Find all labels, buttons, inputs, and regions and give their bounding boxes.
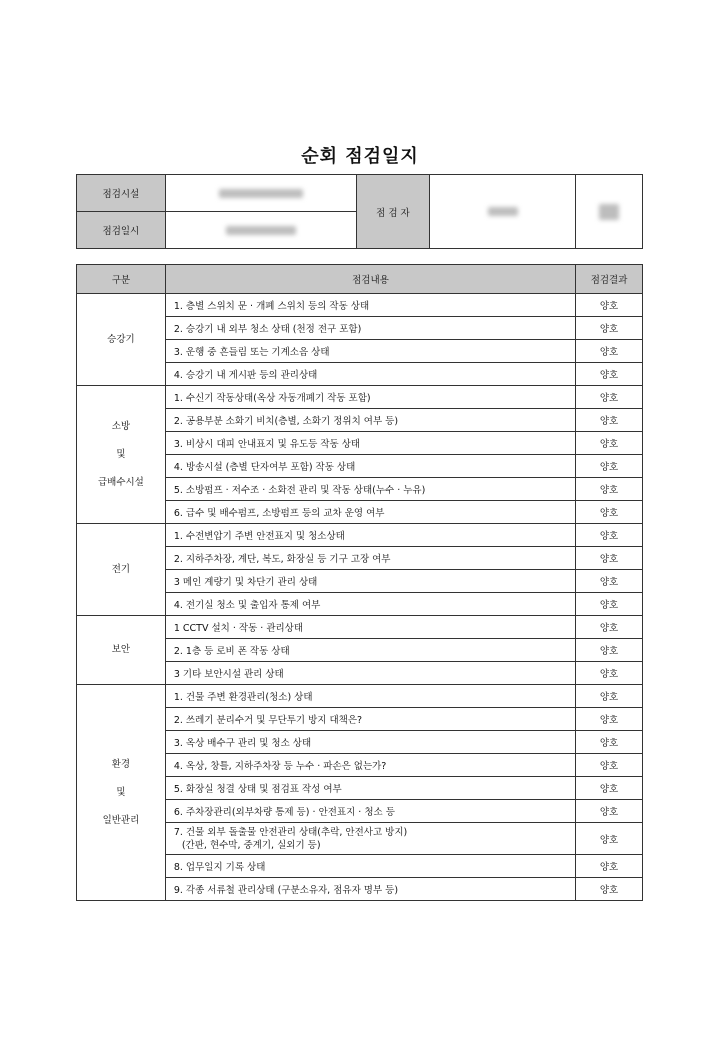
check-result: 양호	[576, 616, 643, 639]
inspector-value	[430, 175, 576, 249]
check-item	[165, 501, 575, 524]
check-item	[165, 639, 575, 662]
check-result: 양호	[576, 455, 643, 478]
content-header: 점검내용	[165, 265, 575, 294]
check-result: 양호	[576, 317, 643, 340]
check-item	[165, 547, 575, 570]
check-result: 양호	[576, 855, 643, 878]
check-item	[165, 363, 575, 386]
check-item	[165, 754, 575, 777]
category-label: 소방	[111, 420, 131, 432]
check-item-text: 6. 주차장관리(외부차량 통제 등) · 안전표지 · 청소 등	[173, 807, 395, 818]
check-result: 양호	[576, 662, 643, 685]
check-result: 양호	[576, 593, 643, 616]
check-item-text: 1. 건물 주변 환경관리(청소) 상태	[173, 692, 313, 703]
category-cell	[77, 524, 166, 616]
facility-value	[165, 175, 356, 212]
check-item	[165, 855, 575, 878]
check-result: 양호	[576, 685, 643, 708]
category-cell	[77, 294, 166, 386]
check-item	[165, 570, 575, 593]
check-result: 양호	[576, 294, 643, 317]
category-label: 급배수시설	[97, 476, 144, 488]
check-item-text: 1. 층별 스위치 문 · 개폐 스위치 등의 작동 상태	[173, 301, 370, 312]
check-item	[165, 294, 575, 317]
check-item-text: 4. 옥상, 창틀, 지하주차장 등 누수 · 파손은 없는가?	[173, 761, 387, 772]
table-row	[77, 294, 643, 317]
check-item	[165, 317, 575, 340]
check-item	[165, 455, 575, 478]
check-result: 양호	[576, 878, 643, 901]
check-item-text: 9. 각종 서류철 관리상태 (구분소유자, 점유자 명부 등)	[173, 885, 399, 896]
signature-area	[576, 175, 643, 249]
check-result: 양호	[576, 639, 643, 662]
category-label: 환경	[111, 758, 131, 770]
facility-label: 점검시설	[77, 175, 166, 212]
check-result: 양호	[576, 501, 643, 524]
category-label: 승강기	[107, 333, 135, 345]
check-item	[165, 731, 575, 754]
info-table	[76, 174, 643, 249]
check-item-text: 8. 업무일지 기록 상태	[173, 862, 266, 873]
check-item	[165, 340, 575, 363]
check-item-text: 3. 옥상 배수구 관리 및 청소 상태	[173, 738, 312, 749]
check-item	[165, 708, 575, 731]
check-item-text: 3 메인 계량기 및 차단기 관리 상태	[173, 577, 318, 588]
check-item	[165, 616, 575, 639]
check-item-subtext: (간판, 현수막, 중계기, 실외기 등)	[181, 839, 321, 851]
check-result: 양호	[576, 754, 643, 777]
category-label: 전기	[111, 563, 131, 575]
category-label: 보안	[111, 644, 131, 655]
check-result: 양호	[576, 386, 643, 409]
check-result: 양호	[576, 363, 643, 386]
check-result: 양호	[576, 570, 643, 593]
table-row	[77, 685, 643, 708]
check-result: 양호	[576, 524, 643, 547]
check-item-text: 5. 소방펌프 · 저수조 · 소화전 관리 및 작동 상태(누수 · 누유)	[173, 485, 426, 496]
check-item	[165, 800, 575, 823]
check-item-text: 3. 운행 중 흔들림 또는 기계소음 상태	[173, 347, 330, 358]
check-item	[165, 386, 575, 409]
check-result: 양호	[576, 731, 643, 754]
check-item	[165, 432, 575, 455]
check-item-text: 2. 지하주차장, 계단, 복도, 화장실 등 기구 고장 여부	[173, 554, 391, 565]
check-item-text: 1. 수신기 작동상태(옥상 자동개폐기 작동 포함)	[173, 393, 371, 404]
category-label: 및	[116, 448, 126, 460]
date-value	[165, 212, 356, 249]
check-item-text: 4. 승강기 내 게시판 등의 관리상태	[173, 370, 318, 381]
check-result: 양호	[576, 432, 643, 455]
check-item-text: 2. 1층 등 로비 폰 작동 상태	[173, 646, 290, 657]
table-row	[77, 524, 643, 547]
category-cell	[77, 616, 166, 685]
check-item-text: 4. 방송시설 (층별 단자여부 포함) 작동 상태	[173, 462, 356, 473]
check-result: 양호	[576, 547, 643, 570]
check-item-text: 2. 쓰레기 분리수거 및 무단투기 방지 대책은?	[173, 715, 363, 726]
inspector-label: 점 검 자	[356, 175, 430, 249]
category-header: 구분	[77, 265, 166, 294]
check-item	[165, 685, 575, 708]
result-header: 점검결과	[576, 265, 643, 294]
category-label: 및	[116, 786, 126, 798]
date-label: 점검일시	[77, 212, 166, 249]
table-row	[77, 616, 643, 639]
category-label: 일반관리	[102, 814, 140, 826]
check-item-text: 2. 공용부분 소화기 비치(층별, 소화기 정위치 여부 등)	[173, 416, 399, 427]
check-result: 양호	[576, 800, 643, 823]
check-item	[165, 478, 575, 501]
check-item	[165, 878, 575, 901]
check-item-text: 3 기타 보안시설 관리 상태	[173, 669, 284, 680]
checklist-table	[76, 264, 643, 901]
check-item-text: 3. 비상시 대피 안내표지 및 유도등 작동 상태	[173, 439, 361, 450]
check-result: 양호	[576, 823, 643, 855]
check-result: 양호	[576, 708, 643, 731]
table-row	[77, 386, 643, 409]
check-result: 양호	[576, 777, 643, 800]
check-item	[165, 823, 575, 855]
check-item-text: 2. 승강기 내 외부 청소 상태 (천정 전구 포함)	[173, 324, 362, 335]
check-item	[165, 593, 575, 616]
check-item-text: 4. 전기실 청소 및 출입자 통제 여부	[173, 600, 321, 611]
check-item-text: 5. 화장실 청결 상태 및 점검표 작성 여부	[173, 784, 342, 795]
check-result: 양호	[576, 340, 643, 363]
check-result: 양호	[576, 409, 643, 432]
check-result: 양호	[576, 478, 643, 501]
check-item	[165, 662, 575, 685]
page-title: 순회 점검일지	[301, 146, 419, 167]
check-item	[165, 409, 575, 432]
check-item-text: 1. 수전변압기 주변 안전표지 및 청소상태	[173, 531, 345, 542]
check-item	[165, 524, 575, 547]
check-item-text: 1 CCTV 설치 · 작동 · 관리상태	[173, 623, 304, 634]
category-cell	[77, 386, 166, 524]
check-item-text: 6. 급수 및 배수펌프, 소방펌프 등의 교차 운영 여부	[173, 508, 385, 519]
check-item-text: 7. 건물 외부 돌출물 안전관리 상태(추락, 안전사고 방지)	[173, 826, 408, 838]
category-cell	[77, 685, 166, 901]
check-item	[165, 777, 575, 800]
